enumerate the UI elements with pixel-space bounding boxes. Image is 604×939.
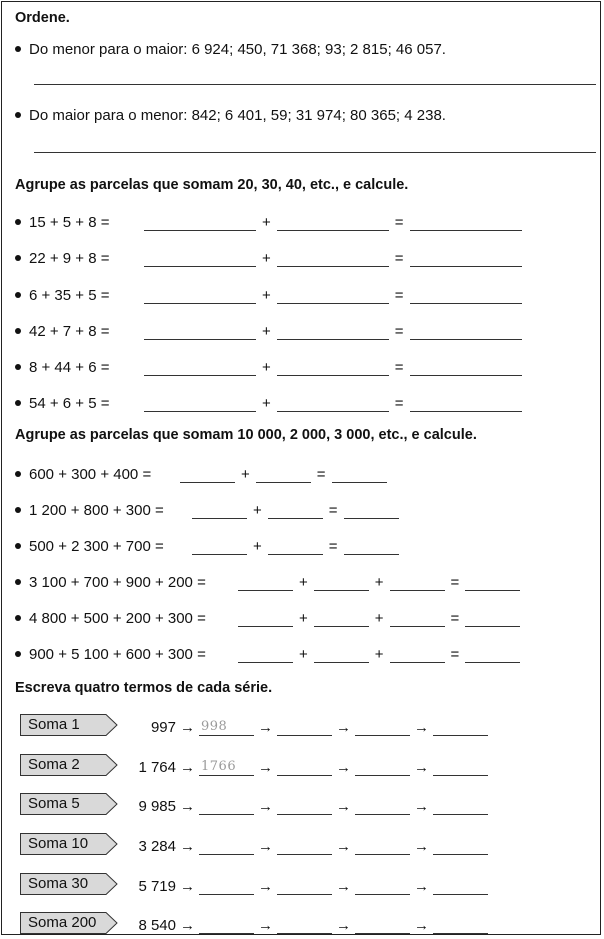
series-answer-blank[interactable]: [433, 759, 488, 776]
series-answer-blank[interactable]: [277, 798, 332, 815]
bullet-icon: [15, 507, 21, 513]
answer-blank[interactable]: [192, 502, 247, 519]
series-label-tag: [20, 873, 116, 894]
expression-text: 900 + 5 100 + 600 + 300 =: [29, 646, 206, 663]
equals-sign: =: [394, 395, 404, 412]
answer-blank[interactable]: [314, 646, 369, 663]
answer-blank[interactable]: [277, 323, 389, 340]
series-row: [130, 754, 488, 776]
grouping-row: [15, 282, 522, 304]
bullet-icon: [15, 400, 21, 406]
expression-text: 500 + 2 300 + 700 =: [29, 538, 164, 555]
section-title-agrupe-20: Agrupe as parcelas que somam 20, 30, 40, etc., e calcule.: [15, 177, 409, 193]
equals-sign: =: [394, 323, 404, 340]
expression-text: 3 100 + 700 + 900 + 200 =: [29, 574, 206, 591]
bullet-icon: [15, 219, 21, 225]
answer-blank[interactable]: [277, 359, 389, 376]
series-label-tag: [20, 793, 116, 814]
series-answer-blank[interactable]: [199, 759, 254, 776]
order-item-ascending: [15, 36, 446, 58]
arrow-icon: →: [336, 759, 351, 776]
answer-blank[interactable]: [277, 395, 389, 412]
arrow-icon: →: [414, 838, 429, 855]
series-row: [130, 833, 488, 855]
arrow-icon: →: [180, 719, 195, 736]
section-title-series: Escreva quatro termos de cada série.: [15, 680, 273, 696]
series-answer-blank[interactable]: [277, 719, 332, 736]
series-answer-blank[interactable]: [277, 917, 332, 934]
answer-blank[interactable]: [144, 359, 256, 376]
grouping-row-large: [15, 605, 520, 627]
series-answer-blank[interactable]: [355, 878, 410, 895]
arrow-icon: →: [414, 917, 429, 934]
answer-blank[interactable]: [238, 610, 293, 627]
grouping-row-large: [15, 497, 399, 519]
answer-blank[interactable]: [332, 466, 387, 483]
series-start-value: 997: [150, 719, 176, 736]
answer-blank[interactable]: [344, 502, 399, 519]
answer-blank[interactable]: [144, 287, 256, 304]
bullet-icon: [15, 579, 21, 585]
grouping-row-large: [15, 569, 520, 591]
answer-blank[interactable]: [268, 538, 323, 555]
plus-sign: +: [299, 574, 308, 591]
bullet-icon: [15, 112, 21, 118]
series-label-tag: [20, 714, 116, 735]
answer-blank[interactable]: [465, 646, 520, 663]
arrow-icon: →: [258, 838, 273, 855]
expression-text: 54 + 6 + 5 =: [29, 395, 110, 412]
arrow-icon: →: [414, 878, 429, 895]
grouping-row: [15, 318, 522, 340]
series-answer-blank[interactable]: [355, 798, 410, 815]
plus-sign: +: [262, 395, 271, 412]
series-answer-blank[interactable]: [355, 719, 410, 736]
expression-text: 22 + 9 + 8 =: [29, 250, 110, 267]
expression-text: 1 200 + 800 + 300 =: [29, 502, 164, 519]
equals-sign: =: [394, 250, 404, 267]
answer-blank[interactable]: [277, 214, 389, 231]
grouping-row-large: [15, 533, 399, 555]
order-item-text: Do maior para o menor: 842; 6 401, 59; 31 974; 80 365; 4 238.: [29, 107, 446, 124]
section-title-agrupe-1000: Agrupe as parcelas que somam 10 000, 2 000, 3 000, etc., e calcule.: [15, 427, 477, 443]
equals-sign: =: [394, 359, 404, 376]
equals-sign: =: [394, 287, 404, 304]
arrow-icon: →: [336, 838, 351, 855]
answer-blank[interactable]: [256, 466, 311, 483]
plus-sign: +: [374, 646, 384, 663]
answer-blank[interactable]: [314, 610, 369, 627]
series-label-text: Soma 1: [28, 716, 80, 733]
answer-blank[interactable]: [410, 250, 522, 267]
plus-sign: +: [299, 610, 308, 627]
bullet-icon: [15, 46, 21, 52]
arrow-icon: →: [336, 798, 351, 815]
arrow-icon: →: [258, 798, 273, 815]
arrow-icon: →: [258, 719, 273, 736]
series-row: [130, 793, 488, 815]
series-answer-blank[interactable]: [433, 719, 488, 736]
series-label-tag: [20, 754, 116, 775]
answer-line-ascending[interactable]: [34, 84, 596, 85]
series-answer-blank[interactable]: [355, 838, 410, 855]
series-answer-blank[interactable]: [199, 917, 254, 934]
equals-sign: =: [450, 574, 460, 591]
equals-sign: =: [450, 646, 460, 663]
plus-sign: +: [262, 250, 271, 267]
expression-text: 4 800 + 500 + 200 + 300 =: [29, 610, 206, 627]
answer-blank[interactable]: [238, 574, 293, 591]
answer-blank[interactable]: [390, 610, 445, 627]
series-answer-blank[interactable]: [433, 838, 488, 855]
order-item-text: Do menor para o maior: 6 924; 450, 71 368; 93; 2 815; 46 057.: [29, 41, 446, 58]
bullet-icon: [15, 255, 21, 261]
series-row: [130, 912, 488, 934]
arrow-icon: →: [258, 878, 273, 895]
expression-text: 8 + 44 + 6 =: [29, 359, 110, 376]
answer-blank[interactable]: [465, 610, 520, 627]
series-answer-blank[interactable]: [277, 759, 332, 776]
equals-sign: =: [450, 610, 460, 627]
bullet-icon: [15, 292, 21, 298]
series-answer-blank[interactable]: [355, 917, 410, 934]
series-label-text: Soma 200: [28, 914, 97, 931]
plus-sign: +: [253, 502, 262, 519]
plus-sign: +: [262, 323, 271, 340]
series-answer-blank[interactable]: [433, 917, 488, 934]
arrow-icon: →: [336, 719, 351, 736]
arrow-icon: →: [258, 759, 273, 776]
bullet-icon: [15, 328, 21, 334]
answer-blank[interactable]: [410, 214, 522, 231]
answer-blank[interactable]: [344, 538, 399, 555]
plus-sign: +: [262, 287, 271, 304]
answer-blank[interactable]: [390, 646, 445, 663]
answer-blank[interactable]: [238, 646, 293, 663]
series-label-text: Soma 10: [28, 835, 89, 852]
grouping-row-large: [15, 461, 387, 483]
arrow-icon: →: [414, 759, 429, 776]
expression-text: 15 + 5 + 8 =: [29, 214, 110, 231]
bullet-icon: [15, 543, 21, 549]
handwritten-answer: 1766: [201, 759, 237, 774]
answer-blank[interactable]: [410, 287, 522, 304]
answer-blank[interactable]: [144, 395, 256, 412]
series-answer-blank[interactable]: [199, 719, 254, 736]
expression-text: 42 + 7 + 8 =: [29, 323, 110, 340]
plus-sign: +: [374, 610, 384, 627]
arrow-icon: →: [180, 759, 195, 776]
expression-text: 6 + 35 + 5 =: [29, 287, 110, 304]
grouping-row-large: [15, 641, 520, 663]
arrow-icon: →: [180, 878, 195, 895]
series-start-value: 3 284: [138, 838, 176, 855]
answer-blank[interactable]: [180, 466, 235, 483]
series-row: [130, 873, 488, 895]
equals-sign: =: [394, 214, 404, 231]
series-label-text: Soma 5: [28, 795, 80, 812]
series-start-value: 1 764: [138, 759, 176, 776]
series-label-text: Soma 2: [28, 756, 80, 773]
arrow-icon: →: [180, 838, 195, 855]
bullet-icon: [15, 364, 21, 370]
equals-sign: =: [328, 502, 338, 519]
plus-sign: +: [262, 214, 271, 231]
answer-blank[interactable]: [144, 214, 256, 231]
series-answer-blank[interactable]: [433, 878, 488, 895]
grouping-row: [15, 245, 522, 267]
plus-sign: +: [253, 538, 262, 555]
series-label-tag: [20, 833, 116, 854]
series-row: [130, 714, 488, 736]
answer-blank[interactable]: [277, 287, 389, 304]
series-answer-blank[interactable]: [433, 798, 488, 815]
arrow-icon: →: [414, 798, 429, 815]
equals-sign: =: [328, 538, 338, 555]
series-start-value: 9 985: [138, 798, 176, 815]
order-item-descending: [15, 102, 446, 124]
plus-sign: +: [241, 466, 250, 483]
plus-sign: +: [299, 646, 308, 663]
bullet-icon: [15, 651, 21, 657]
arrow-icon: →: [258, 917, 273, 934]
answer-line-descending[interactable]: [34, 152, 596, 153]
section-title-ordene: Ordene.: [15, 10, 70, 26]
answer-blank[interactable]: [277, 250, 389, 267]
plus-sign: +: [262, 359, 271, 376]
grouping-row: [15, 209, 522, 231]
series-label-text: Soma 30: [28, 875, 89, 892]
plus-sign: +: [374, 574, 384, 591]
answer-blank[interactable]: [410, 323, 522, 340]
arrow-icon: →: [414, 719, 429, 736]
answer-blank[interactable]: [268, 502, 323, 519]
series-label-tag: [20, 912, 116, 933]
series-answer-blank[interactable]: [277, 838, 332, 855]
answer-blank[interactable]: [410, 359, 522, 376]
series-start-value: 5 719: [138, 878, 176, 895]
series-answer-blank[interactable]: [199, 798, 254, 815]
handwritten-answer: 998: [201, 719, 228, 734]
bullet-icon: [15, 471, 21, 477]
series-answer-blank[interactable]: [355, 759, 410, 776]
series-answer-blank[interactable]: [199, 838, 254, 855]
answer-blank[interactable]: [144, 323, 256, 340]
answer-blank[interactable]: [192, 538, 247, 555]
equals-sign: =: [316, 466, 326, 483]
answer-blank[interactable]: [410, 395, 522, 412]
arrow-icon: →: [336, 878, 351, 895]
grouping-row: [15, 354, 522, 376]
series-start-value: 8 540: [138, 917, 176, 934]
arrow-icon: →: [180, 798, 195, 815]
worksheet: [1, 1, 601, 935]
bullet-icon: [15, 615, 21, 621]
series-answer-blank[interactable]: [199, 878, 254, 895]
expression-text: 600 + 300 + 400 =: [29, 466, 152, 483]
grouping-row: [15, 390, 522, 412]
answer-blank[interactable]: [144, 250, 256, 267]
answer-blank[interactable]: [465, 574, 520, 591]
series-answer-blank[interactable]: [277, 878, 332, 895]
arrow-icon: →: [336, 917, 351, 934]
answer-blank[interactable]: [390, 574, 445, 591]
arrow-icon: →: [180, 917, 195, 934]
answer-blank[interactable]: [314, 574, 369, 591]
